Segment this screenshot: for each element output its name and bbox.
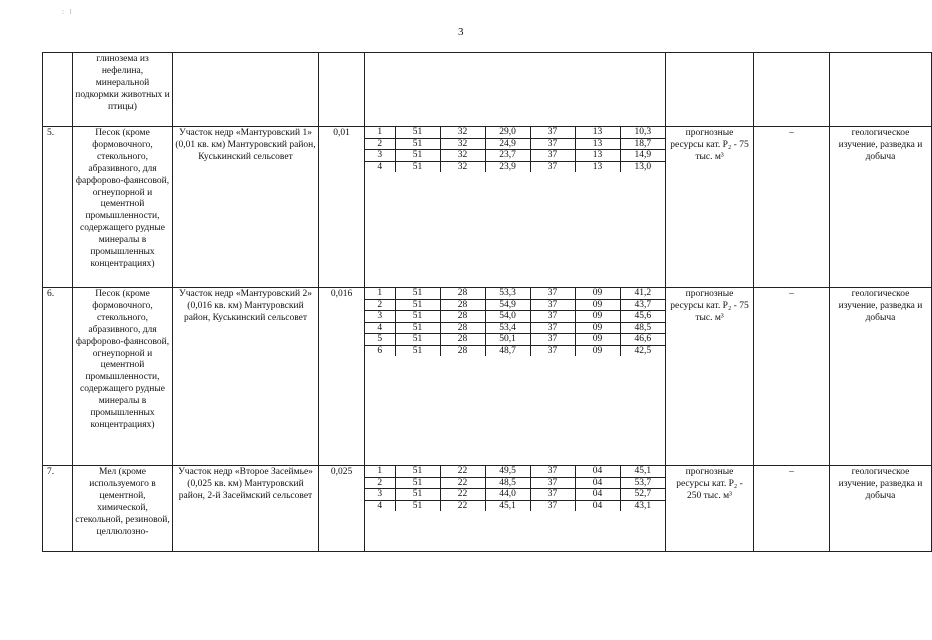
coordinate-value: 37 [530,150,575,162]
coordinate-value: 37 [530,345,575,356]
corner-mark: : ⁞ [62,8,74,16]
coordinate-value: 32 [440,127,485,138]
coordinate-value: 54,0 [485,311,530,323]
coordinate-value: 51 [395,477,440,489]
coordinate-value: 5 [365,334,395,346]
coordinate-row [365,489,665,501]
coordinate-value: 43,7 [620,299,665,311]
coordinate-value: 50,1 [485,334,530,346]
table-row [43,466,932,552]
site-cell: Участок недр «Мантуровский 1» (0,01 кв. км) Мантуровский район, Куськинский сельсовет [173,127,319,288]
mineral-cell: глинозема из нефелина, минеральной подкормки животных и птицы) [73,53,173,127]
coordinate-row [365,161,665,172]
coordinate-value: 53,7 [620,477,665,489]
coordinate-value: 13 [575,150,620,162]
coordinate-value: 43,1 [634,500,652,511]
coordinate-value: 51 [395,345,440,356]
coordinate-value: 44,0 [485,489,530,501]
coordinate-value: 51 [395,311,440,323]
coordinate-value: 3 [365,311,395,323]
row-number-cell: 7. [43,466,73,552]
purpose-cell: геологическое изучение, разведка и добыча [830,466,932,552]
coordinate-value: 32 [440,138,485,150]
row-number-cell: 6. [43,288,73,466]
coordinate-row [365,127,665,138]
coordinate-row [365,299,665,311]
coordinate-value: 48,5 [620,322,665,334]
mineral-cell: Песок (кроме формовочного, стекольного, абразивного, для фарфорово-фаянсовой, огнеупорной и цементной промышленности, содержащего рудные минералы в промышленных концентрациях) [73,127,173,288]
coordinate-value: 13 [575,138,620,150]
coordinate-value: 4 [365,161,395,172]
coordinate-value: 28 [440,334,485,346]
coordinate-value: 37 [530,466,575,477]
coordinate-value: 04 [575,489,620,501]
coordinate-row [365,477,665,489]
coordinate-value: 28 [440,299,485,311]
resources-cell: прогнозные ресурсы кат. P₂ - 75 тыс. м³ [666,288,754,466]
coordinate-value: 41,2 [620,288,665,299]
coordinates-cell [365,466,666,552]
coordinate-value: 37 [530,489,575,501]
coordinate-value: 53,4 [485,322,530,334]
coordinate-value: 1 [365,466,395,477]
coordinate-value: 2 [365,477,395,489]
coordinate-value: 10,3 [620,127,665,138]
coordinates-table [365,127,665,172]
coordinate-value: 28 [440,311,485,323]
coordinate-value: 14,9 [620,150,665,162]
coordinate-row [365,311,665,323]
coordinate-value: 13 [575,161,620,172]
coordinate-value: 52,7 [620,489,665,501]
coordinate-value: 1 [365,288,395,299]
coordinate-value: 32 [440,150,485,162]
coordinates-cell [365,127,666,288]
coordinate-value: 51 [395,500,440,511]
page-number: 3 [458,26,464,38]
coordinate-value: 51 [395,150,440,162]
coordinate-value: 09 [575,288,620,299]
coordinate-value: 45,1 [485,500,530,511]
coordinate-value: 2 [365,138,395,150]
table-row [43,288,932,466]
coordinate-value: 3 [365,489,395,501]
coordinate-value: 18,7 [620,138,665,150]
table-row [43,53,932,127]
coordinates-cell [365,288,666,466]
coordinate-value: 53,3 [485,288,530,299]
site-cell: Участок недр «Второе Засеймье» (0,025 кв. км) Мантуровский район, 2-й Засеймский сельсовет [173,466,319,552]
resources-cell [666,53,754,127]
coordinate-value: 49,5 [485,466,530,477]
coordinate-row [365,466,665,477]
coordinate-value: 51 [395,299,440,311]
coordinate-value: 23,7 [485,150,530,162]
coordinate-value: 22 [440,466,485,477]
coordinate-value: 24,9 [485,138,530,150]
site-cell: Участок недр «Мантуровский 2» (0,016 кв. км) Мантуровский район, Куськинский сельсовет [173,288,319,466]
coordinate-row [365,138,665,150]
coordinate-value: 13 [575,127,620,138]
site-cell [173,53,319,127]
coordinate-value: 37 [530,500,575,511]
coordinate-value: 09 [575,299,620,311]
coordinates-table [365,466,665,511]
coordinate-value: 37 [530,127,575,138]
coordinate-value: 22 [440,477,485,489]
coordinate-value: 37 [530,299,575,311]
coordinate-value: 13,0 [634,161,652,172]
coordinate-value: 37 [530,334,575,346]
coordinate-value: 46,6 [620,334,665,346]
coordinate-value: 37 [530,477,575,489]
coordinate-value: 04 [575,466,620,477]
coordinate-value: 09 [575,311,620,323]
coordinate-row [365,345,665,356]
coordinate-value: 37 [530,311,575,323]
coordinate-value: 04 [575,500,620,511]
area-cell: 0,025 [319,466,365,552]
mineral-cell: Песок (кроме формовочного, стекольного, абразивного, для фарфорово-фаянсовой, огнеупорной и цементной промышленности, содержащего рудные минералы в промышленных концентрациях) [73,288,173,466]
coordinate-value: 09 [575,334,620,346]
coordinate-value: 51 [395,288,440,299]
coordinate-value: 51 [395,489,440,501]
coordinate-value: 29,0 [485,127,530,138]
coordinate-value: 6 [365,345,395,356]
coordinate-value: 48,5 [485,477,530,489]
coordinate-value: 37 [530,161,575,172]
coordinate-value: 37 [530,138,575,150]
dash-cell: – [754,466,830,552]
coordinate-value: 51 [395,322,440,334]
coordinate-value: 23,9 [485,161,530,172]
purpose-cell [830,53,932,127]
dash-cell: – [754,127,830,288]
purpose-cell: геологическое изучение, разведка и добыча [830,288,932,466]
coordinate-value: 04 [575,477,620,489]
coordinate-row [365,322,665,334]
coordinate-value: 51 [395,138,440,150]
coordinate-value: 51 [395,466,440,477]
subsoil-sites-table [42,52,932,552]
coordinates-cell [365,53,666,127]
coordinate-value: 54,9 [485,299,530,311]
coordinate-row [365,150,665,162]
coordinate-value: 28 [440,345,485,356]
coordinate-row [365,500,665,511]
coordinate-value: 37 [530,288,575,299]
coordinate-value: 22 [440,489,485,501]
coordinate-value: 42,5 [634,345,652,356]
coordinate-value: 45,1 [620,466,665,477]
coordinate-row [365,288,665,299]
coordinate-value: 51 [395,161,440,172]
coordinate-value: 51 [395,127,440,138]
coordinate-value: 37 [530,322,575,334]
coordinate-value: 2 [365,299,395,311]
coordinate-value: 1 [365,127,395,138]
coordinate-value: 3 [365,150,395,162]
coordinate-value: 4 [365,322,395,334]
coordinate-value: 45,6 [620,311,665,323]
resources-cell: прогнозные ресурсы кат. P₂ - 75 тыс. м³ [666,127,754,288]
coordinate-row [365,334,665,346]
area-cell: 0,01 [319,127,365,288]
purpose-cell: геологическое изучение, разведка и добыча [830,127,932,288]
mineral-cell: Мел (кроме используемого в цементной, химической, стекольной, резиновой, целлюлозно- [73,466,173,552]
coordinate-value: 32 [440,161,485,172]
coordinate-value: 22 [440,500,485,511]
coordinate-value: 28 [440,322,485,334]
table-row [43,127,932,288]
coordinate-value: 48,7 [485,345,530,356]
coordinate-value: 51 [395,334,440,346]
coordinate-value: 4 [365,500,395,511]
area-cell [319,53,365,127]
coordinates-table [365,288,665,356]
coordinate-value: 28 [440,288,485,299]
coordinate-value: 09 [575,322,620,334]
row-number-cell: 5. [43,127,73,288]
resources-cell: прогнозные ресурсы кат. P₂ - 250 тыс. м³ [666,466,754,552]
row-number-cell [43,53,73,127]
area-cell: 0,016 [319,288,365,466]
coordinate-value: 09 [575,345,620,356]
dash-cell [754,53,830,127]
dash-cell: – [754,288,830,466]
